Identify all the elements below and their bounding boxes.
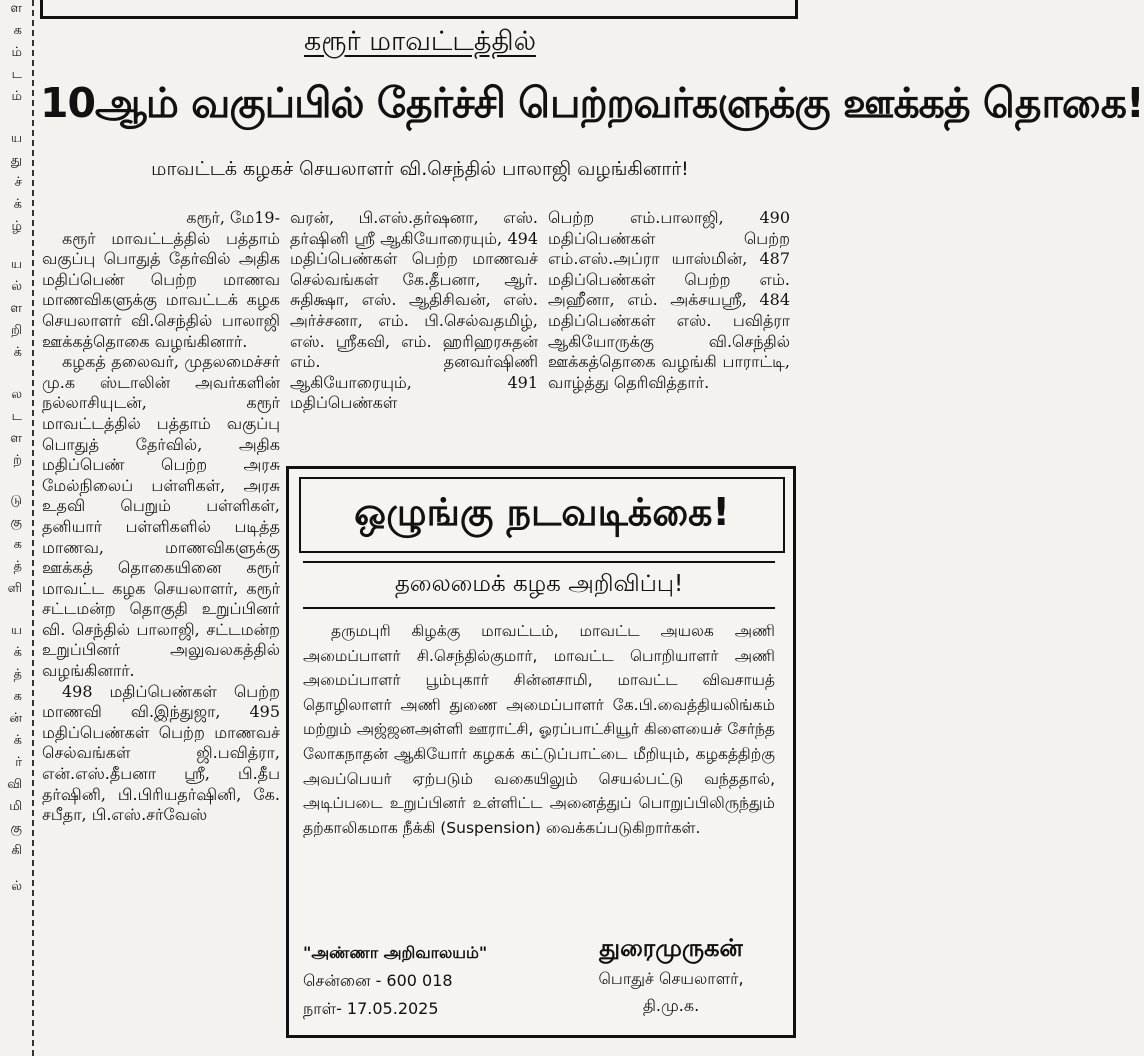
disciplinary-notice-box <box>286 466 796 1038</box>
party-name: தி.மு.க. <box>642 996 700 1015</box>
margin-text-fragment: ர் <box>15 755 22 770</box>
article-paragraph: பெற்ற எம்.பாலாஜி, 490 மதிப்பெண்கள் பெற்ற எம்.எஸ்.அப்ரா யாஸ்மின், 487 மதிப்பெண்கள் பெற்ற எம். அஹீனா, எம். அக்சயஸ்ரீ, 484 மதிப்பெண்கள் எஸ். பவித்ரா ஆகியோருக்கு வி.செந்தில் ஊக்கத்தொகை வழங்கி பாராட்டி, வாழ்த்து தெரிவித்தார். <box>548 208 790 392</box>
notice-paragraph: தருமபுரி கிழக்கு மாவட்டம், மாவட்ட அயலக அணி அமைப்பாளர் சி.செந்தில்குமார், மாவட்ட பொறியாளர் அணி அமைப்பாளர் பூம்புகார் சின்னசாமி, மாவட்ட விவசாயத் தொழிலாளர் அணி துணை அமைப்பாளர் கே.பி.வைத்தியலிங்கம் மற்றும் அஜ்ஜனஅள்ளி ஊராட்சி, ஓரப்பாட்சியூர் கிளையைச் சேர்ந்த லோகநாதன் ஆகியோர் கழகக் கட்டுப்பாட்டை மீறியும், கழகத்திற்கு அவப்பெயர் ஏற்படும் வகையிலும் செயல்பட்டு வந்ததால், அடிப்படை உறுப்பினர் உள்ளிட்ட அனைத்துப் பொறுப்பிலிருந்தும் தற்காலிகமாக நீக்கி (Suspension) வைக்கப்படுகிறார்கள். <box>303 622 775 837</box>
margin-text-fragment: த் <box>13 559 22 574</box>
notice-subtitle: தலைமைக் கழக அறிவிப்பு! <box>303 561 775 609</box>
notice-office: "அண்ணா அறிவாலயம்" <box>303 943 488 962</box>
article-column-1 <box>42 208 280 1053</box>
margin-text-fragment: க <box>13 23 22 38</box>
notice-date: நாள்- 17.05.2025 <box>303 999 439 1018</box>
margin-text-fragment: ழ் <box>11 219 22 234</box>
article-column-3 <box>548 208 790 468</box>
notice-title: ஒழுங்கு நடவடிக்கை! <box>299 477 785 553</box>
margin-text-fragment: ளி <box>7 581 22 596</box>
column-divider <box>32 0 34 1056</box>
left-column-fragments <box>0 0 26 1056</box>
margin-text-fragment: து <box>10 153 22 168</box>
margin-text-fragment: க் <box>13 197 22 212</box>
previous-article-box <box>40 0 798 19</box>
article-kicker: கரூர் மாவட்டத்தில் <box>303 26 537 57</box>
article-paragraph: 498 மதிப்பெண்கள் பெற்ற மாணவி வி.இந்துஜா, 495 மதிப்பெண்கள் பெற்ற மாணவச் செல்வங்கள் ஜி.பவித்ரா, என்.எஸ்.தீபனா ஸ்ரீ, பி.தீப தர்ஷினி, பி.பிரியதர்ஷினி, கே. சபீதா, பி.எஸ்.சர்வேஸ் <box>42 681 280 825</box>
margin-text-fragment: மி <box>9 799 22 814</box>
margin-text-fragment: ள <box>10 301 22 316</box>
notice-address <box>303 939 543 1023</box>
article-paragraph: வரன், பி.எஸ்.தர்ஷனா, எஸ். தர்ஷினி ஸ்ரீ ஆகியோரையும், 494 மதிப்பெண்கள் பெற்ற மாணவச் செல்வங்கள் கே.தீபனா, ஆர். சுதிக்ஷா, எஸ். ஆதிசிவன், எஸ். அர்ச்சனா, எம். பி.செல்வதமிழ், எஸ். ஸ்ரீகவி, எம். ஹரிஹரசுதன் எம். தனவர்ஷிணி ஆகியோரையும், 491 மதிப்பெண்கள் <box>290 208 538 413</box>
margin-text-fragment: ட <box>11 67 22 82</box>
margin-text-fragment: ம் <box>11 89 22 104</box>
margin-text-fragment: ய <box>10 257 22 272</box>
notice-signature-block <box>571 931 771 1019</box>
margin-text-fragment: க் <box>13 733 22 748</box>
notice-city: சென்னை - 600 018 <box>303 971 453 990</box>
margin-text-fragment: வி <box>7 777 22 792</box>
margin-text-fragment: க் <box>13 645 22 660</box>
article-subhead: மாவட்டக் கழகச் செயலாளர் வி.செந்தில் பாலாஜி வழங்கினார்! <box>151 158 689 180</box>
margin-text-fragment: ட <box>11 409 22 424</box>
margin-text-fragment: ம் <box>11 45 22 60</box>
article-headline: 10ஆம் வகுப்பில் தேர்ச்சி பெற்றவர்களுக்கு ஊக்கத் தொகை! <box>40 79 1144 127</box>
margin-text-fragment: ய <box>10 623 22 638</box>
signatory-name: துரைமுருகன் <box>599 934 743 962</box>
margin-text-fragment: க் <box>13 345 22 360</box>
margin-text-fragment: ன் <box>9 711 22 726</box>
place-date: கரூர், மே19- <box>186 208 280 227</box>
margin-text-fragment: டு <box>10 493 22 508</box>
margin-text-fragment: ற் <box>13 453 22 468</box>
margin-text-fragment: ள <box>10 431 22 446</box>
article-paragraph: கரூர் மாவட்டத்தில் பத்தாம் வகுப்பு பொதுத் தேர்வில் அதிக மதிப்பெண் பெற்ற மாணவ மாணவிகளுக்கு மாவட்டக் கழக செயலாளர் வி.செந்தில் பாலாஜி ஊக்கத்தொகை வழங்கினார். <box>42 228 280 351</box>
margin-text-fragment: கி <box>11 843 22 858</box>
notice-body <box>303 619 775 840</box>
margin-text-fragment: ல் <box>11 279 22 294</box>
margin-text-fragment: ள <box>10 1 22 16</box>
margin-text-fragment: ல் <box>11 879 22 894</box>
margin-text-fragment: க <box>13 689 22 704</box>
signatory-designation: பொதுச் செயலாளர், <box>598 969 744 988</box>
margin-text-fragment: ய <box>10 131 22 146</box>
margin-text-fragment: ச் <box>14 175 22 190</box>
article-column-2 <box>290 208 538 468</box>
margin-text-fragment: கு <box>10 515 22 530</box>
margin-text-fragment: க <box>13 537 22 552</box>
margin-text-fragment: கு <box>10 821 22 836</box>
margin-text-fragment: ல <box>11 387 22 402</box>
article-paragraph: கழகத் தலைவர், முதலமைச்சர் மு.க ஸ்டாலின் அவர்களின் நல்லாசியுடன், கரூர் மாவட்டத்தில் பத்தாம் வகுப்பு பொதுத் தேர்வில், அதிக மதிப்பெண் பெற்ற அரசு மேல்நிலைப் பள்ளிகள், அரசு உதவி பெறும் பள்ளிகள், தனியார் பள்ளிகளில் படித்த மாணவ, மாணவிகளுக்கு ஊக்கத் தொகையினை கரூர் மாவட்ட கழக செயலாளர், கரூர் சட்டமன்ற தொகுதி உறுப்பினர் வி. செந்தில் பாலாஜி, சட்டமன்ற உறுப்பினர் அலுவலகத்தில் வழங்கினார். <box>42 352 280 681</box>
margin-text-fragment: த் <box>13 667 22 682</box>
margin-text-fragment: றி <box>10 323 22 338</box>
